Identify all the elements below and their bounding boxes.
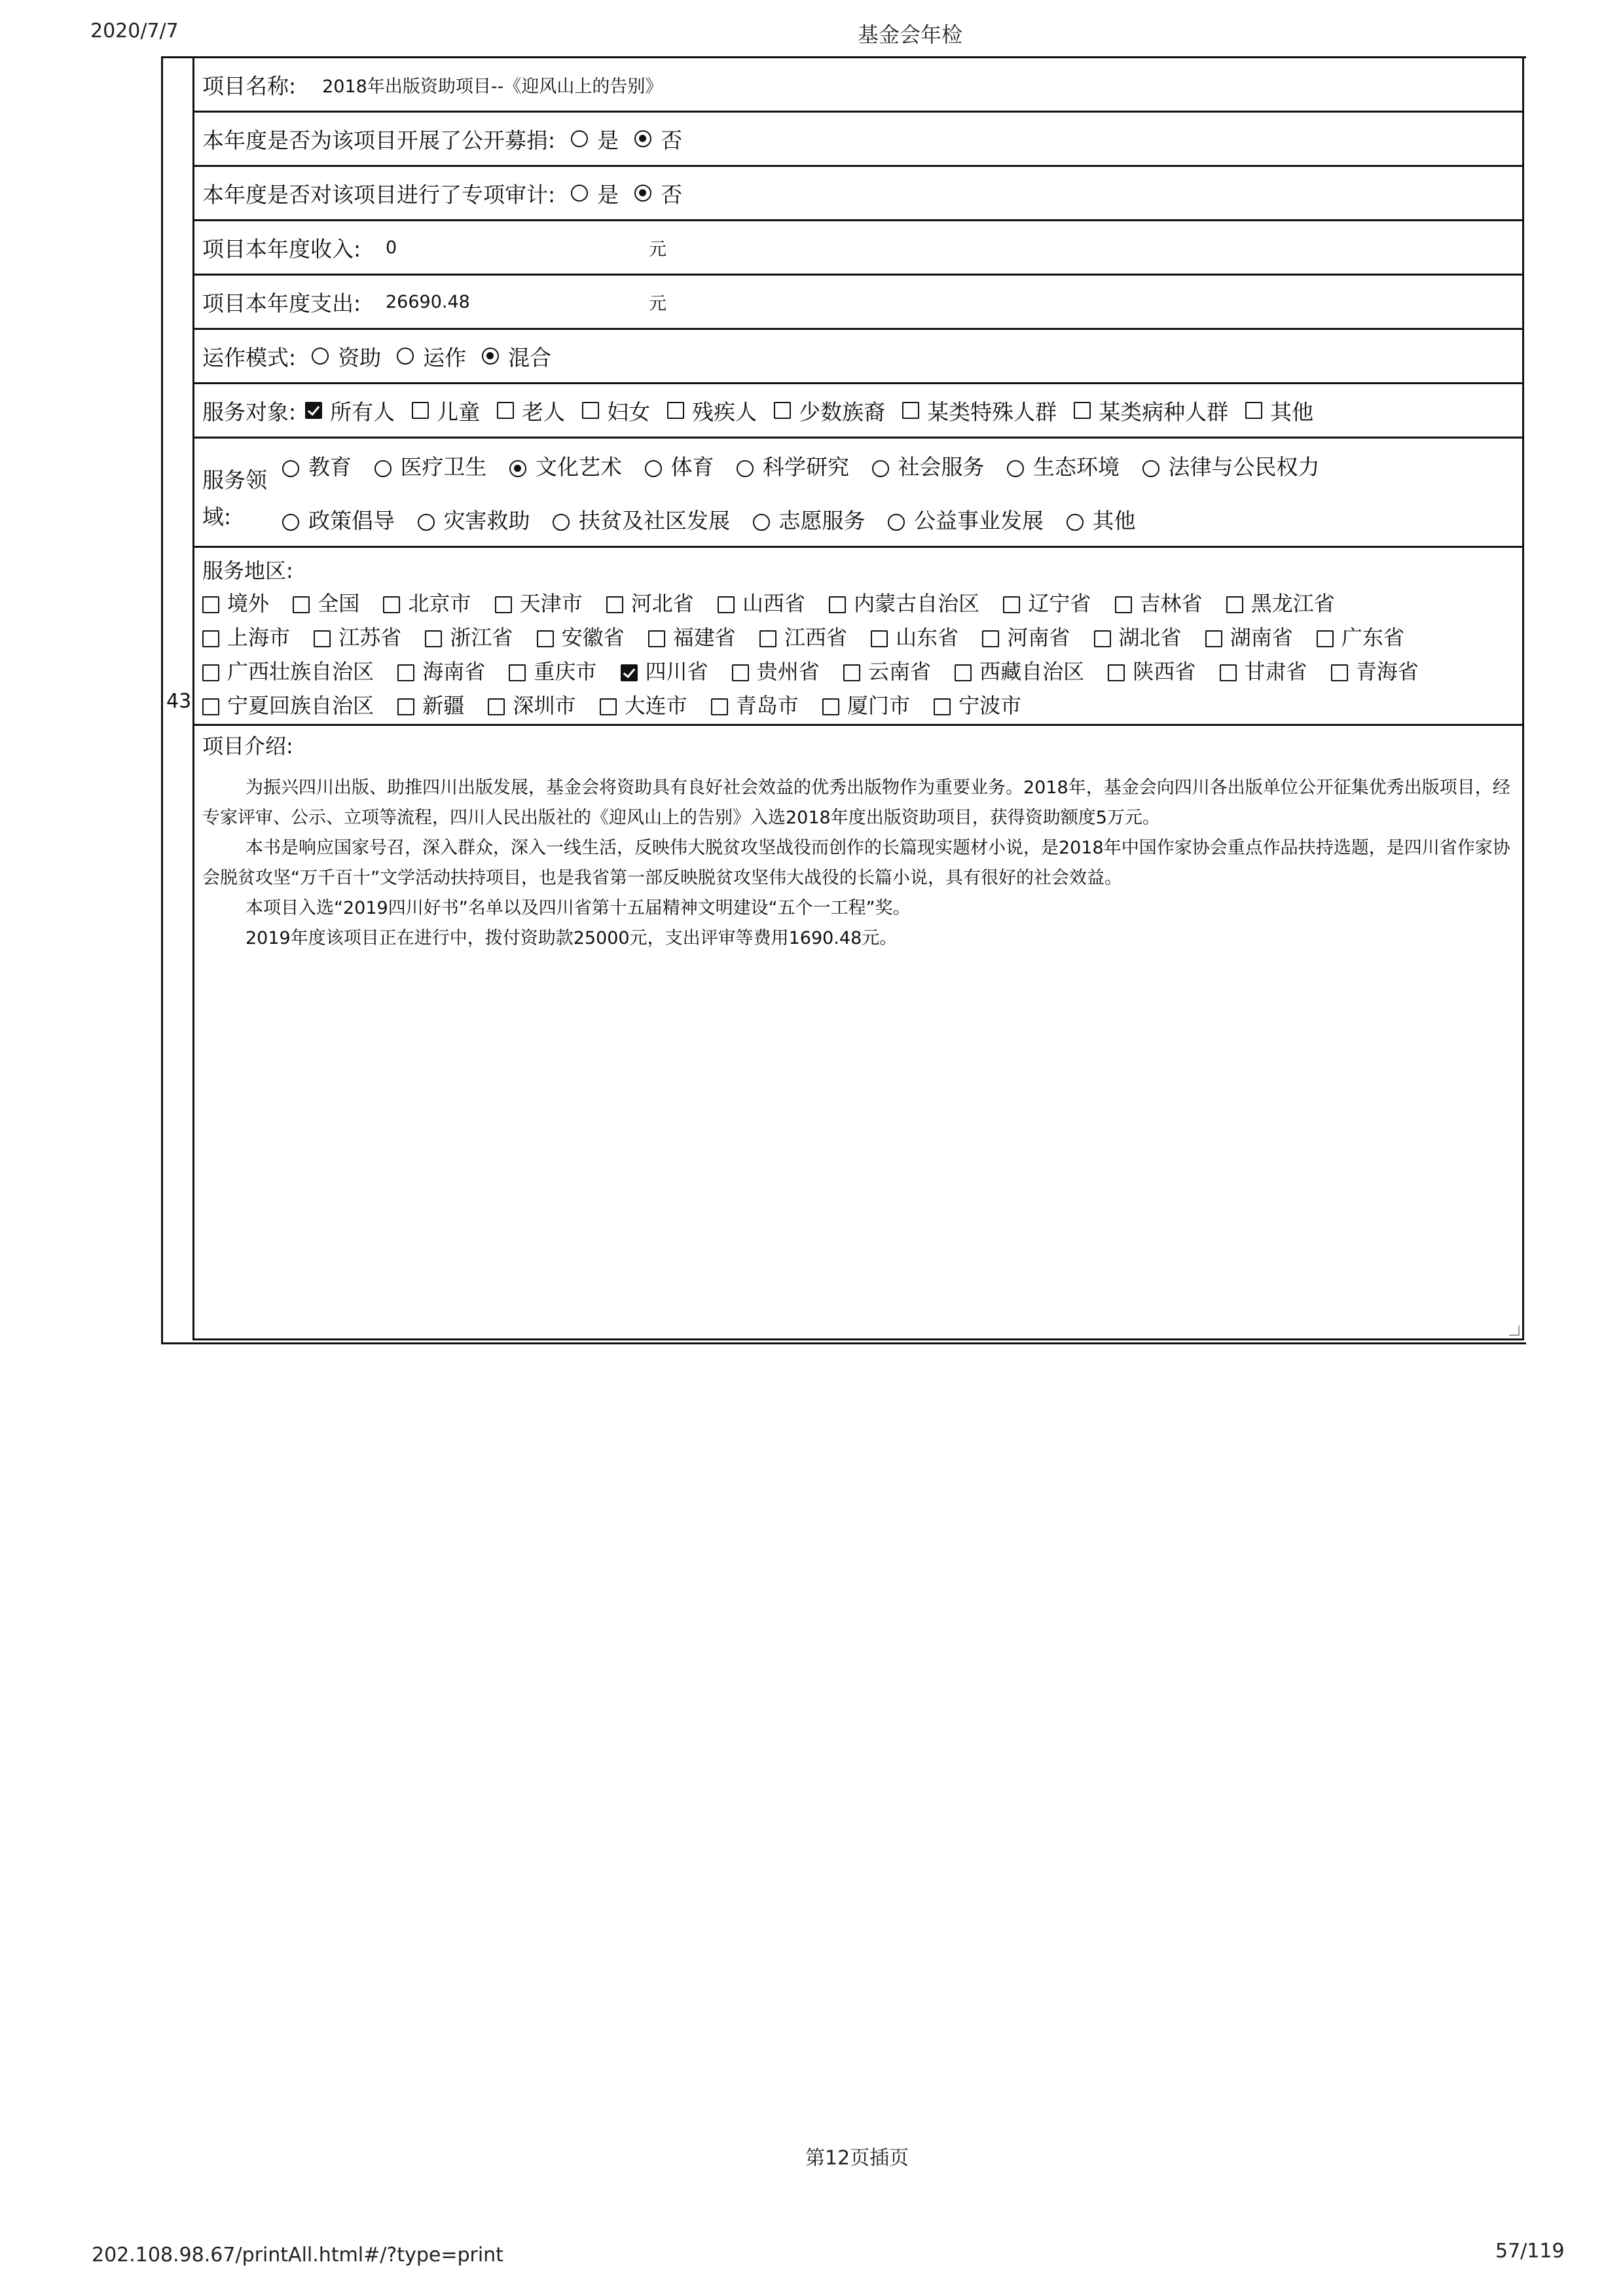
- target-women-label: 妇女: [607, 399, 651, 425]
- audit-yes-label: 是: [597, 181, 619, 207]
- target-elderly-label: 老人: [522, 399, 566, 425]
- region-heilongjiang-label: 黑龙江省: [1250, 591, 1335, 616]
- region-ningxia-checkbox[interactable]: [202, 698, 219, 715]
- field-research-label: 科学研究: [763, 454, 849, 480]
- region-shanxi-label: 山西省: [742, 591, 805, 616]
- project-name-value: 2018年出版资助项目--《迎风山上的告别》: [322, 76, 663, 97]
- mode-operate-label: 运作: [423, 344, 467, 370]
- region-hunan-checkbox[interactable]: [1205, 630, 1222, 647]
- target-elderly-checkbox[interactable]: [497, 402, 514, 419]
- audit-no-radio[interactable]: [634, 185, 651, 202]
- target-all-checkbox[interactable]: [305, 402, 322, 419]
- intro-paragraph-3: 本项目入选“2019四川好书”名单以及四川省第十五届精神文明建设“五个一工程”奖。: [246, 898, 911, 918]
- region-jilin-label: 吉林省: [1139, 591, 1203, 616]
- region-inner-mongolia-label: 内蒙古自治区: [854, 591, 980, 616]
- service-field-row: [194, 439, 1522, 548]
- region-guangxi-label: 广西壮族自治区: [227, 659, 374, 684]
- target-women-checkbox[interactable]: [582, 402, 599, 419]
- page-title: 基金会年检: [858, 22, 963, 47]
- fundraising-no-label: 否: [661, 127, 683, 153]
- project-name-row: [194, 58, 1522, 113]
- service-field-options-2: [266, 504, 1136, 535]
- field-ecology-label: 生态环境: [1033, 454, 1120, 480]
- page-number: 57/119: [1495, 2240, 1565, 2263]
- region-hebei-checkbox[interactable]: [606, 596, 623, 613]
- field-public-welfare-radio[interactable]: [888, 514, 905, 531]
- service-field-label: 服务领 域:: [202, 467, 267, 529]
- intro-paragraph-2: 本书是响应国家号召，深入群众，深入一线生活，反映伟大脱贫攻坚战役而创作的长篇现实题材小说，是2018年中国作家协会重点作品扶持选题，是四川省作家协会脱贫攻坚“万千百十”文学活动扶持项目，也是我省第一部反映脱贫攻坚伟大战役的长篇小说，具有很好的社会效益。: [202, 838, 1510, 888]
- region-ningbo-label: 宁波市: [958, 693, 1022, 718]
- target-minority-checkbox[interactable]: [774, 402, 791, 419]
- region-sichuan-checkbox[interactable]: [621, 664, 638, 681]
- region-tibet-label: 西藏自治区: [979, 659, 1085, 684]
- region-line-3: [202, 655, 1419, 685]
- region-liaoning-label: 辽宁省: [1028, 591, 1091, 616]
- region-liaoning-checkbox[interactable]: [1003, 596, 1020, 613]
- service-target-row: [194, 384, 1522, 439]
- region-qinghai-checkbox[interactable]: [1331, 664, 1348, 681]
- region-national-label: 全国: [318, 591, 360, 616]
- region-jilin-checkbox[interactable]: [1115, 596, 1132, 613]
- operation-mode-label: 运作模式:: [202, 344, 297, 370]
- region-jiangxi-label: 江西省: [784, 625, 847, 650]
- region-overseas-label: 境外: [227, 591, 270, 616]
- public-fundraising-row: [194, 113, 1522, 167]
- mode-mixed-radio[interactable]: [482, 348, 499, 365]
- region-fujian-checkbox[interactable]: [648, 630, 665, 647]
- region-gansu-checkbox[interactable]: [1220, 664, 1237, 681]
- target-disease-group-label: 某类病种人群: [1099, 399, 1229, 425]
- region-shanxi-checkbox[interactable]: [718, 596, 735, 613]
- field-education-radio[interactable]: [282, 460, 299, 477]
- mode-operate-radio[interactable]: [397, 348, 414, 365]
- region-hainan-checkbox[interactable]: [397, 664, 414, 681]
- target-children-checkbox[interactable]: [412, 402, 429, 419]
- service-region-label: 服务地区:: [202, 558, 293, 583]
- region-sichuan-label: 四川省: [645, 659, 708, 684]
- field-other-label: 其他: [1092, 508, 1136, 533]
- target-disease-group-checkbox[interactable]: [1074, 402, 1091, 419]
- region-hainan-label: 海南省: [422, 659, 486, 684]
- field-research-radio[interactable]: [737, 460, 754, 477]
- region-dalian-checkbox[interactable]: [600, 698, 617, 715]
- region-shenzhen-checkbox[interactable]: [488, 698, 505, 715]
- region-gansu-label: 甘肃省: [1244, 659, 1307, 684]
- income-row: [194, 221, 1522, 276]
- fundraising-yes-radio[interactable]: [571, 130, 588, 147]
- field-policy-radio[interactable]: [282, 514, 299, 531]
- mode-grant-label: 资助: [338, 344, 382, 370]
- field-other-radio[interactable]: [1067, 514, 1084, 531]
- insert-page-label: 第12页插页: [805, 2147, 909, 2170]
- region-guizhou-checkbox[interactable]: [732, 664, 749, 681]
- region-tianjin-label: 天津市: [519, 591, 583, 616]
- region-shanghai-checkbox[interactable]: [202, 630, 219, 647]
- region-zhejiang-label: 浙江省: [450, 625, 513, 650]
- region-line-4: [202, 689, 1021, 719]
- field-law-label: 法律与公民权力: [1168, 454, 1320, 480]
- region-shandong-label: 山东省: [896, 625, 959, 650]
- service-region-row: [194, 548, 1522, 726]
- field-culture-radio[interactable]: [509, 460, 526, 477]
- region-inner-mongolia-checkbox[interactable]: [829, 596, 846, 613]
- region-tianjin-checkbox[interactable]: [495, 596, 512, 613]
- mode-grant-radio[interactable]: [312, 348, 329, 365]
- region-zhejiang-checkbox[interactable]: [425, 630, 442, 647]
- page-url: 202.108.98.67/printAll.html#/?type=print: [92, 2244, 503, 2267]
- expense-row: [194, 276, 1522, 330]
- field-public-welfare-label: 公益事业发展: [914, 508, 1044, 533]
- region-hunan-label: 湖南省: [1230, 625, 1293, 650]
- target-disabled-checkbox[interactable]: [667, 402, 684, 419]
- region-dalian-label: 大连市: [624, 693, 687, 718]
- region-xiamen-label: 厦门市: [847, 693, 910, 718]
- target-other-checkbox[interactable]: [1245, 402, 1262, 419]
- field-poverty-label: 扶贫及社区发展: [579, 508, 730, 533]
- field-education-label: 教育: [308, 454, 352, 480]
- region-qingdao-checkbox[interactable]: [711, 698, 728, 715]
- income-label: 项目本年度收入:: [202, 236, 361, 262]
- print-date: 2020/7/7: [90, 20, 179, 43]
- target-other-label: 其他: [1270, 399, 1314, 425]
- region-line-2: [202, 621, 1404, 651]
- region-beijing-label: 北京市: [408, 591, 471, 616]
- field-sports-label: 体育: [670, 454, 714, 480]
- region-henan-checkbox[interactable]: [982, 630, 999, 647]
- region-fujian-label: 福建省: [672, 625, 736, 650]
- region-yunnan-checkbox[interactable]: [843, 664, 860, 681]
- project-intro: [202, 726, 1512, 954]
- expense-label: 项目本年度支出:: [202, 290, 361, 316]
- target-disabled-label: 残疾人: [692, 399, 757, 425]
- region-ningxia-label: 宁夏回族自治区: [227, 693, 374, 718]
- resize-handle[interactable]: [1509, 1325, 1520, 1336]
- project-intro-section: [194, 726, 1522, 1338]
- field-volunteer-label: 志愿服务: [778, 508, 866, 533]
- region-xinjiang-label: 新疆: [422, 693, 465, 718]
- operation-mode-row: [194, 330, 1522, 384]
- region-shenzhen-label: 深圳市: [513, 693, 576, 718]
- income-value: 0: [386, 237, 397, 258]
- record-table: [192, 56, 1524, 1340]
- region-jiangsu-label: 江苏省: [338, 625, 402, 650]
- region-hebei-label: 河北省: [630, 591, 694, 616]
- expense-value: 26690.48: [386, 291, 470, 312]
- expense-unit: 元: [649, 293, 666, 314]
- region-beijing-checkbox[interactable]: [383, 596, 400, 613]
- special-audit-row: [194, 167, 1522, 221]
- fundraising-yes-label: 是: [597, 127, 619, 153]
- project-name-label: 项目名称:: [202, 73, 297, 99]
- region-shandong-checkbox[interactable]: [871, 630, 888, 647]
- region-qingdao-label: 青岛市: [735, 693, 799, 718]
- field-policy-label: 政策倡导: [308, 508, 395, 533]
- field-law-radio[interactable]: [1142, 460, 1159, 477]
- region-chongqing-checkbox[interactable]: [509, 664, 526, 681]
- field-health-radio[interactable]: [374, 460, 392, 477]
- region-ningbo-checkbox[interactable]: [934, 698, 951, 715]
- region-shaanxi-label: 陕西省: [1133, 659, 1196, 684]
- region-hubei-label: 湖北省: [1118, 625, 1182, 650]
- target-special-group-checkbox[interactable]: [902, 402, 919, 419]
- region-jiangsu-checkbox[interactable]: [314, 630, 331, 647]
- region-guangxi-checkbox[interactable]: [202, 664, 219, 681]
- field-culture-label: 文化艺术: [536, 454, 622, 480]
- income-unit: 元: [649, 239, 666, 260]
- project-intro-label: 项目介绍:: [202, 734, 293, 759]
- region-shaanxi-checkbox[interactable]: [1108, 664, 1125, 681]
- target-children-label: 儿童: [437, 399, 481, 425]
- region-yunnan-label: 云南省: [867, 659, 931, 684]
- region-tibet-checkbox[interactable]: [955, 664, 972, 681]
- target-special-group-label: 某类特殊人群: [927, 399, 1057, 425]
- region-line-1: [202, 587, 1335, 617]
- region-anhui-label: 安徽省: [561, 625, 625, 650]
- mode-mixed-label: 混合: [508, 344, 552, 370]
- region-chongqing-label: 重庆市: [534, 659, 597, 684]
- region-guizhou-label: 贵州省: [756, 659, 820, 684]
- field-health-label: 医疗卫生: [400, 454, 487, 480]
- region-xiamen-checkbox[interactable]: [822, 698, 839, 715]
- field-disaster-label: 灾害救助: [443, 508, 530, 533]
- audit-yes-radio[interactable]: [571, 185, 588, 202]
- region-guangdong-checkbox[interactable]: [1317, 630, 1334, 647]
- region-hubei-checkbox[interactable]: [1094, 630, 1111, 647]
- field-social-service-radio[interactable]: [872, 460, 889, 477]
- region-jiangxi-checkbox[interactable]: [759, 630, 776, 647]
- service-target-label: 服务对象:: [202, 399, 297, 425]
- public-fundraising-label: 本年度是否为该项目开展了公开募捐:: [202, 127, 556, 153]
- field-sports-radio[interactable]: [645, 460, 662, 477]
- region-national-checkbox[interactable]: [293, 596, 310, 613]
- region-shanghai-label: 上海市: [227, 625, 291, 650]
- field-volunteer-radio[interactable]: [753, 514, 770, 531]
- field-ecology-radio[interactable]: [1007, 460, 1024, 477]
- region-anhui-checkbox[interactable]: [537, 630, 554, 647]
- fundraising-no-radio[interactable]: [634, 130, 651, 147]
- field-poverty-radio[interactable]: [553, 514, 570, 531]
- intro-paragraph-1: 为振兴四川出版、助推四川出版发展，基金会将资助具有良好社会效益的优秀出版物作为重要业务。2018年，基金会向四川各出版单位公开征集优秀出版项目，经专家评审、公示、立项等流程，四川人民出版社的《迎风山上的告别》入选2018年度出版资助项目，获得资助额度5万元。: [202, 778, 1510, 828]
- field-disaster-radio[interactable]: [418, 514, 435, 531]
- intro-paragraph-4: 2019年度该项目正在进行中，拨付资助款25000元，支出评审等费用1690.48元。: [246, 928, 898, 948]
- field-social-service-label: 社会服务: [898, 454, 985, 480]
- row-number: 43: [166, 690, 192, 713]
- region-qinghai-label: 青海省: [1355, 659, 1419, 684]
- target-all-label: 所有人: [330, 399, 395, 425]
- special-audit-label: 本年度是否对该项目进行了专项审计:: [202, 181, 556, 207]
- audit-no-label: 否: [661, 181, 683, 207]
- service-field-options-1: [266, 450, 1320, 481]
- region-guangdong-label: 广东省: [1341, 625, 1404, 650]
- region-heilongjiang-checkbox[interactable]: [1226, 596, 1243, 613]
- target-minority-label: 少数族裔: [799, 399, 886, 425]
- region-xinjiang-checkbox[interactable]: [397, 698, 414, 715]
- region-overseas-checkbox[interactable]: [202, 596, 219, 613]
- region-henan-label: 河南省: [1007, 625, 1070, 650]
